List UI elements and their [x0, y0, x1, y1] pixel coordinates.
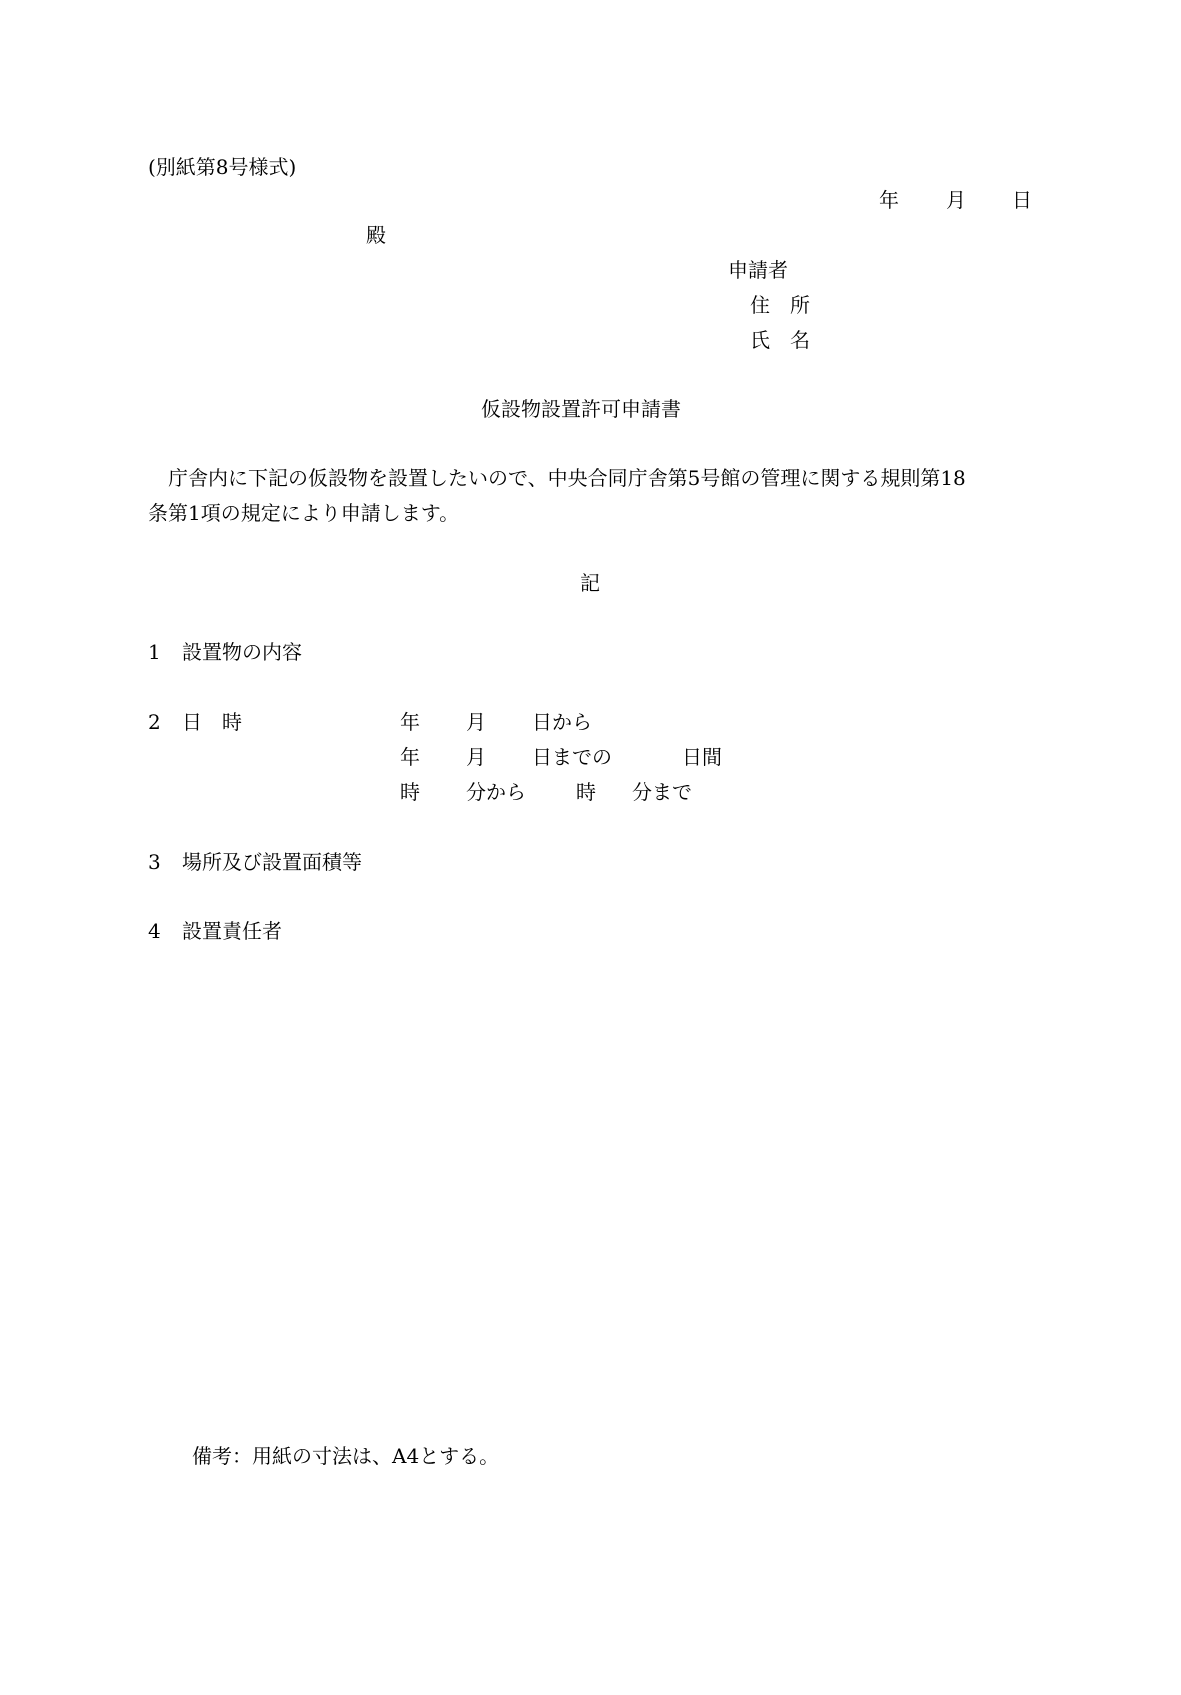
item-label: 場所及び設置面積等: [182, 850, 362, 874]
form-number: (別紙第8号様式): [148, 155, 297, 179]
applicant-label: 申請者: [728, 258, 788, 282]
schedule-duration: 日間: [682, 745, 722, 769]
item-label: 日 時: [182, 710, 242, 734]
body-text-line-1: [148, 468, 966, 488]
list-item: [148, 921, 282, 941]
name-label: 氏 名: [750, 328, 810, 352]
list-item: [148, 852, 362, 872]
item-label: 設置責任者: [182, 919, 282, 943]
date-day-label: 日: [1012, 188, 1032, 212]
list-item: [148, 712, 242, 732]
document-title: 仮設物設置許可申請書: [481, 397, 681, 421]
schedule-hour-start: 時: [400, 780, 420, 804]
schedule-row-end-date: [400, 747, 722, 767]
item-label: 設置物の内容: [182, 640, 302, 664]
schedule-month: 月: [466, 710, 486, 734]
schedule-day: 日までの: [532, 745, 612, 769]
remarks-note: 備考：用紙の寸法は、A4とする。: [192, 1444, 500, 1468]
schedule-month: 月: [466, 745, 486, 769]
item-number: 1: [148, 640, 161, 664]
addressee-suffix: 殿: [366, 223, 386, 247]
body-text-line-2: 条第1項の規定により申請します。: [148, 501, 460, 525]
date-year-label: 年: [879, 188, 899, 212]
body-text-line-1-content: 庁舎内に下記の仮設物を設置したいので、中央合同庁舎第5号館の管理に関する規則第18: [168, 466, 966, 490]
schedule-row-start-date: [400, 712, 592, 732]
schedule-day: 日から: [532, 710, 592, 734]
item-number: 2: [148, 710, 161, 734]
list-item: [148, 642, 302, 662]
schedule-minute-start: 分から: [466, 780, 526, 804]
schedule-row-time: [400, 782, 692, 802]
schedule-year: 年: [400, 745, 420, 769]
item-number: 3: [148, 850, 161, 874]
date-month-label: 月: [946, 188, 966, 212]
ki-heading: 記: [580, 571, 600, 595]
item-number: 4: [148, 919, 161, 943]
address-label: 住 所: [750, 293, 810, 317]
schedule-hour-end: 時: [576, 780, 596, 804]
schedule-year: 年: [400, 710, 420, 734]
schedule-minute-end: 分まで: [632, 780, 692, 804]
